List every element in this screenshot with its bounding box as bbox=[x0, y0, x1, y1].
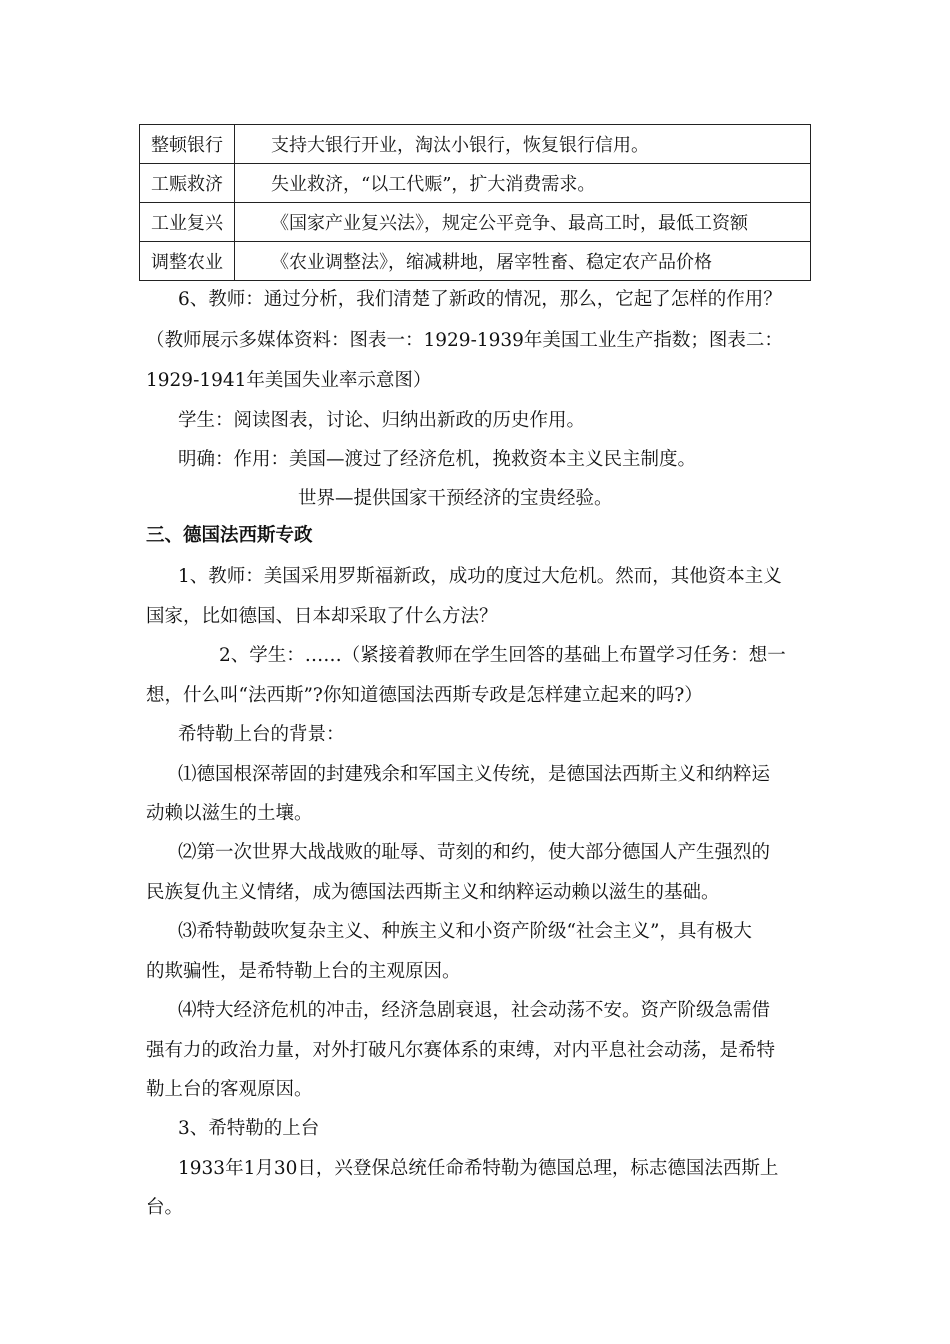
table-row bbox=[140, 125, 811, 164]
paragraph-line: 6、教师：通过分析，我们清楚了新政的情况，那么，它起了怎样的作用？ bbox=[178, 289, 782, 310]
section-heading: 三、德国法西斯专政 bbox=[146, 525, 313, 546]
paragraph-line: ⑷特大经济危机的冲击，经济急剧衰退，社会动荡不安。资产阶级急需借 bbox=[178, 1000, 771, 1021]
table-row bbox=[140, 203, 811, 242]
measure-label: 工业复兴 bbox=[140, 203, 235, 242]
paragraph-line: 1933年1月30日，兴登保总统任命希特勒为德国总理，标志德国法西斯上 bbox=[178, 1158, 779, 1179]
measure-desc: 失业救济，“以工代赈”，扩大消费需求。 bbox=[235, 164, 811, 203]
paragraph-line: 国家，比如德国、日本却采取了什么方法？ bbox=[146, 606, 498, 627]
measure-label: 工赈救济 bbox=[140, 164, 235, 203]
table-row bbox=[140, 242, 811, 281]
paragraph-line: 希特勒上台的背景： bbox=[178, 724, 345, 745]
table-row bbox=[140, 164, 811, 203]
new-deal-measures-table bbox=[139, 124, 811, 281]
paragraph-line: 世界—提供国家干预经济的宝贵经验。 bbox=[298, 488, 613, 509]
paragraph-line: 2、学生：……（紧接着教师在学生回答的基础上布置学习任务：想一 bbox=[219, 645, 786, 666]
measure-label: 整顿银行 bbox=[140, 125, 235, 164]
paragraph-line: 学生：阅读图表，讨论、归纳出新政的历史作用。 bbox=[178, 410, 586, 431]
paragraph-line: 3、希特勒的上台 bbox=[178, 1118, 320, 1139]
measure-label: 调整农业 bbox=[140, 242, 235, 281]
paragraph-line: 明确：作用：美国—渡过了经济危机，挽救资本主义民主制度。 bbox=[178, 449, 697, 470]
paragraph-line: 强有力的政治力量，对外打破凡尔赛体系的束缚，对内平息社会动荡，是希特 bbox=[146, 1040, 776, 1061]
paragraph-line: ⑴德国根深蒂固的封建残余和军国主义传统，是德国法西斯主义和纳粹运 bbox=[178, 764, 771, 785]
paragraph-line: ⑵第一次世界大战战败的耻辱、苛刻的和约，使大部分德国人产生强烈的 bbox=[178, 842, 771, 863]
paragraph-line: 勒上台的客观原因。 bbox=[146, 1079, 313, 1100]
measure-desc: 支持大银行开业，淘汰小银行，恢复银行信用。 bbox=[235, 125, 811, 164]
paragraph-line: 想，什么叫“法西斯”?你知道德国法西斯专政是怎样建立起来的吗?） bbox=[146, 685, 703, 706]
paragraph-line: ⑶希特勒鼓吹复杂主义、种族主义和小资产阶级“社会主义”，具有极大 bbox=[178, 921, 752, 942]
measure-desc: 《农业调整法》，缩减耕地，屠宰牲畜、稳定农产品价格 bbox=[235, 242, 811, 281]
paragraph-line: 1929-1941年美国失业率示意图） bbox=[146, 370, 432, 391]
paragraph-line: 动赖以滋生的土壤。 bbox=[146, 803, 313, 824]
paragraph-line: 1、教师：美国采用罗斯福新政，成功的度过大危机。然而，其他资本主义 bbox=[178, 566, 782, 587]
measure-desc: 《国家产业复兴法》，规定公平竞争、最高工时，最低工资额 bbox=[235, 203, 811, 242]
paragraph-line: 民族复仇主义情绪，成为德国法西斯主义和纳粹运动赖以滋生的基础。 bbox=[146, 882, 720, 903]
paragraph-line: （教师展示多媒体资料：图表一：1929-1939年美国工业生产指数；图表二： bbox=[146, 330, 783, 351]
paragraph-line: 台。 bbox=[146, 1197, 184, 1218]
paragraph-line: 的欺骗性，是希特勒上台的主观原因。 bbox=[146, 961, 461, 982]
